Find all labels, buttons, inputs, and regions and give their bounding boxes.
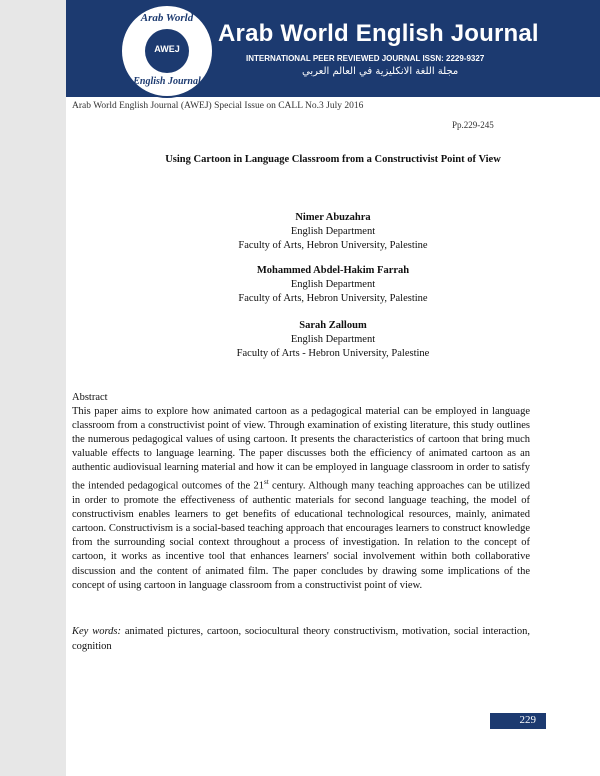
page-number-bar (490, 713, 546, 729)
author-name: Nimer Abuzahra (295, 212, 371, 223)
author-department: English Department (290, 279, 376, 290)
author-affiliation: Faculty of Arts, Hebron University, Palestine (238, 240, 428, 251)
journal-title: Arab World English Journal (218, 20, 539, 47)
abstract-text-part2: century. Although many teaching approaches can be utilized in order to promote the effectiveness of authentic materials for second language teaching, the model of constructivism enables learners to get benefits of educational technological resources, mainly, animated cartoon. Constructivism is a social-based teaching approach that encourages learners to construct knowledge from the surrounding social context throughout a process of investigation. In relation to the concept of cartoon, it works as incentive tool that enhances learners' social involvement within both collaborative discussion and the content of animated film. The paper concludes by drawing some implications of the concept of using cartoon in language classroom from a constructivist point of view. (72, 480, 531, 591)
journal-header-banner (66, 0, 600, 97)
left-margin-bar (0, 0, 66, 776)
journal-issn: INTERNATIONAL PEER REVIEWED JOURNAL ISSN: 2229-9327 (246, 54, 485, 63)
keywords-list: animated pictures, cartoon, sociocultural theory constructivism, motivation, social interaction, cognition (72, 626, 531, 652)
journal-arabic-title: مجلة اللغة الانكليزية في العالم العربي (302, 66, 459, 77)
keywords-label: Key words: (72, 626, 121, 637)
author-department: English Department (290, 334, 376, 345)
author-block (66, 211, 600, 253)
logo-ring-bottom-text: English Journal (133, 76, 201, 87)
abstract-heading: Abstract (72, 392, 108, 403)
author-name: Mohammed Abdel-Hakim Farrah (256, 265, 410, 276)
keywords (72, 624, 530, 654)
author-block (66, 319, 600, 361)
author-affiliation: Faculty of Arts, Hebron University, Palestine (238, 293, 428, 304)
logo-abbreviation: AWEJ (154, 44, 180, 54)
abstract-body (72, 405, 530, 593)
journal-logo (120, 4, 214, 98)
page-number: 229 (519, 714, 536, 726)
author-department: English Department (290, 226, 376, 237)
author-block (66, 264, 600, 306)
logo-ring-top-text: Arab World (140, 12, 194, 24)
paper-title: Using Cartoon in Language Classroom from a Constructivist Point of View (165, 154, 501, 165)
abstract-text-part1: This paper aims to explore how animated cartoon as a pedagogical material can be employed in language classroom from a constructivist point of view. Through examination of existing literature, this study outlines the numerous pedagogical values of using cartoon. It presents the characteristics of cartoon that bring much valuable effects to language learning. The paper discusses both the efficiency of animated cartoon as an authentic audiovisual learning material and how it can be employed in language classroom in order to satisfy the intended pedagogical outcomes of the 21 (72, 406, 530, 492)
issue-line: Arab World English Journal (AWEJ) Special Issue on CALL No.3 July 2016 (72, 101, 364, 111)
author-affiliation: Faculty of Arts - Hebron University, Palestine (236, 348, 430, 359)
page-range: Pp.229-245 (452, 120, 494, 130)
logo-center (145, 29, 189, 73)
abstract-superscript: st (264, 478, 269, 487)
author-name: Sarah Zalloum (299, 320, 367, 331)
